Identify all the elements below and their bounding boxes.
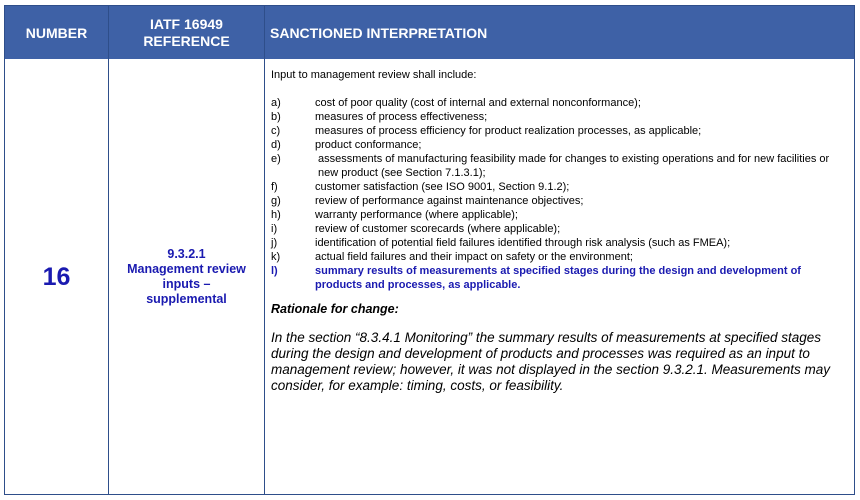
item-letter: c) <box>271 125 281 137</box>
list-item <box>271 236 851 250</box>
item-text: cost of poor quality (cost of internal and external nonconformance); <box>315 97 641 109</box>
list-item <box>271 152 851 180</box>
row-number: 16 <box>42 262 71 291</box>
header-number: NUMBER <box>25 24 88 41</box>
list-item <box>271 138 851 152</box>
item-text: identification of potential field failures identified through risk analysis (such as FMEA); <box>315 237 731 249</box>
item-text: actual field failures and their impact on safety or the environment; <box>315 251 633 263</box>
item-text: assessments of manufacturing feasibility made for changes to existing operations and for new facilities or new product (see Section 7.1.3.1); <box>318 153 830 179</box>
interpretation-cell <box>271 68 851 394</box>
item-text: measures of process efficiency for product realization processes, as applicable; <box>315 125 702 137</box>
header-reference <box>109 6 264 59</box>
header-reference-line1: IATF 16949 <box>150 15 223 32</box>
list-item-highlighted <box>271 264 851 292</box>
item-letter: i) <box>271 223 278 235</box>
interpretation-table <box>4 5 855 495</box>
input-list <box>271 96 851 292</box>
list-item <box>271 124 851 138</box>
reference-line4: supplemental <box>146 292 227 306</box>
reference-line1: 9.3.2.1 <box>167 247 206 261</box>
list-item <box>271 96 851 110</box>
item-letter: f) <box>271 181 278 193</box>
list-item <box>271 250 851 264</box>
list-item <box>271 180 851 194</box>
list-item <box>271 110 851 124</box>
item-text: product conformance; <box>315 139 422 151</box>
column-divider <box>264 6 265 494</box>
list-item <box>271 222 851 236</box>
reference-line3: inputs – <box>162 277 211 291</box>
item-letter: h) <box>271 209 281 221</box>
item-letter: a) <box>271 97 281 109</box>
item-letter: k) <box>271 251 281 263</box>
item-letter: g) <box>271 195 281 207</box>
list-item <box>271 194 851 208</box>
item-text: summary results of measurements at specified stages during the design and development of products and processes, as applicable. <box>315 265 801 291</box>
interpretation-intro: Input to management review shall include: <box>271 69 477 81</box>
list-item <box>271 208 851 222</box>
item-text: measures of process effectiveness; <box>315 111 488 123</box>
rationale-heading: Rationale for change: <box>271 302 399 316</box>
header-reference-line2: REFERENCE <box>143 32 230 49</box>
header-interpretation: SANCTIONED INTERPRETATION <box>270 24 488 41</box>
item-letter: d) <box>271 139 281 151</box>
item-text: customer satisfaction (see ISO 9001, Section 9.1.2); <box>315 181 570 193</box>
reference-line2: Management review <box>127 262 246 276</box>
item-letter: l) <box>271 265 278 277</box>
table-header <box>5 6 854 59</box>
item-text: warranty performance (where applicable); <box>315 209 518 221</box>
item-letter: b) <box>271 111 281 123</box>
item-letter: j) <box>271 237 278 249</box>
item-letter: e) <box>271 153 281 165</box>
item-text: review of performance against maintenance objectives; <box>315 195 584 207</box>
rationale-text: In the section “8.3.4.1 Monitoring” the summary results of measurements at specified stages during the design and development of products and processes was required as an input to management review; however, it was not displayed in the section 9.3.2.1. Measurements may consider, for example: timing, costs, or feasibility. <box>271 330 831 393</box>
row-reference <box>109 60 264 494</box>
item-text: review of customer scorecards (where applicable); <box>315 223 561 235</box>
